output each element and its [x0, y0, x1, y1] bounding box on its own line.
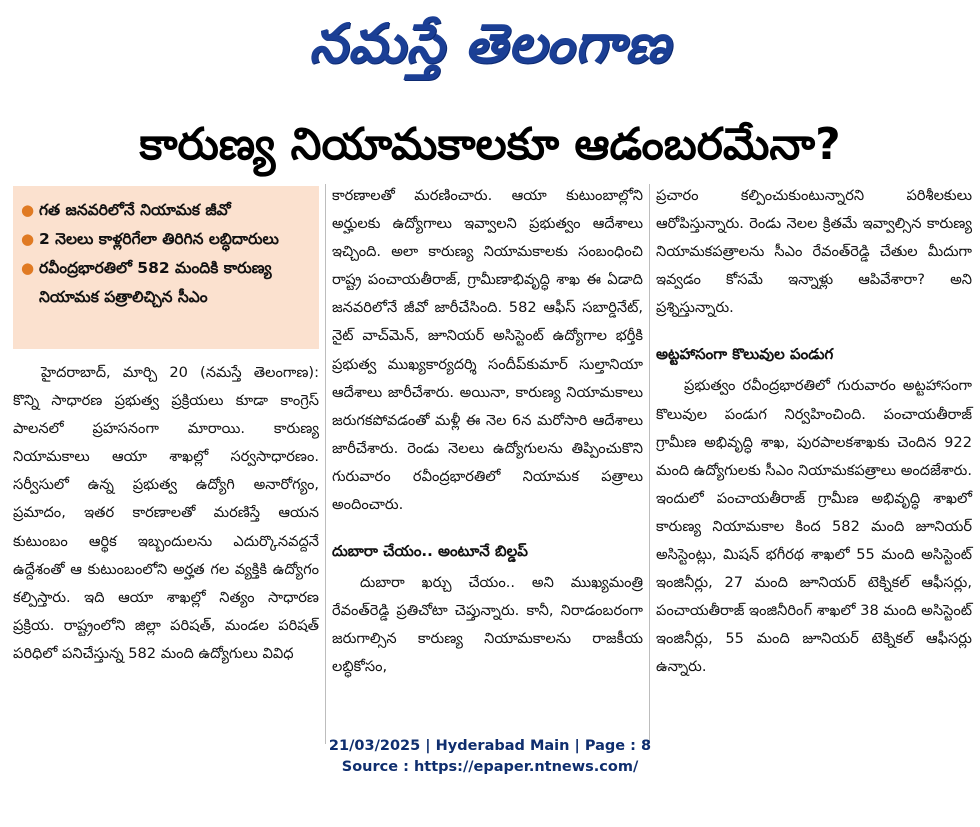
highlight-text: గత జనవరిలోనే నియామక జీవో: [39, 201, 231, 219]
section-subheading: అట్టహాసంగా కొలువుల పండుగ: [656, 345, 834, 364]
bullet-icon: ●: [21, 201, 35, 219]
page-footer: [0, 736, 980, 778]
article-paragraph: హైదరాబాద్, మార్చి 20 (నమస్తే తెలంగాణ): కొన్ని సాధారణ ప్రభుత్వ ప్రక్రియలు కూడా కాంగ్రెస్ పాలనలో ప్రహసనంగా మారాయి. కారుణ్య నియామకాలు ఆయా శాఖల్లో సర్వసాధారణం. సర్వీసులో ఉన్న ప్రభుత్వ ఉద్యోగి అనారోగ్యం, ప్రమాదం, ఇతర కారణాలతో మరణిస్తే ఆయన కుటుంబం ఆర్థిక ఇబ్బందులను ఎదుర్కొనవద్దనే ఉద్దేశంతో ఆ కుటుంబంలోని అర్హత గల వ్యక్తికి ఉద్యోగం కల్పిస్తారు. ఇది ఆయా శాఖల్లో నిత్యం సాధారణ ప్రక్రియ. రాష్ట్రంలోని జిల్లా పరిషత్, మండల పరిషత్ పరిధిలో పనిచేస్తున్న 582 మంది ఉద్యోగులు వివిధ: [13, 364, 319, 662]
highlights-box: [13, 186, 319, 349]
article-headline: కారుణ్య నియామకాలకూ ఆడంబరమేనా?: [139, 119, 841, 170]
source-link[interactable]: Source : https://epaper.ntnews.com/: [341, 759, 639, 775]
article-column-1: [13, 182, 319, 668]
edition-info: 21/03/2025 | Hyderabad Main | Page : 8: [328, 738, 652, 754]
column-divider: [649, 184, 650, 744]
bullet-icon: ●: [21, 259, 35, 277]
article-paragraph: కారణాలతో మరణించారు. ఆయా కుటుంబాల్లోని అర్హులకు ఉద్యోగాలు ఇవ్వాలని ప్రభుత్వం ఆదేశాలు ఇచ్చింది. అలా కారుణ్య నియామకాలకు సంబంధించి రాష్ట్ర పంచాయతీరాజ్, గ్రామీణాభివృద్ధి శాఖ ఈ ఏడాది జనవరిలోనే జీవో జారీచేసింది. 582 ఆఫీస్ సబార్డినేట్, నైట్ వాచ్‌మెన్, జూనియర్ అసిస్టెంట్ ఉద్యోగాల భర్తీకి ప్రభుత్వ ముఖ్యకార్యదర్శి సందీప్‌కుమార్ సుల్తానియా ఆదేశాలు జారీచేశారు. అయినా, కారుణ్య నియామకాలు జరుగకపోవడంతో మళ్లీ ఈ నెల 6న మరోసారి ఆదేశాలు జారీచేశారు. రెండు నెలలు ఉద్యోగులను తిప్పించుకొని గురువారం రవీంద్రభారతిలో నియామక పత్రాలు అందించారు.: [332, 187, 643, 514]
article-column-2: [332, 182, 643, 682]
column-divider: [325, 184, 326, 744]
article-paragraph: దుబారా ఖర్చు చేయం.. అని ముఖ్యమంత్రి రేవంత్‌రెడ్డి ప్రతిచోటా చెప్తున్నారు. కానీ, నిరాడంబరంగా జరుగాల్సిన కారుణ్య నియామకాలను రాజకీయ లబ్ధికోసం,: [332, 574, 643, 676]
newspaper-masthead: నమస్తే తెలంగాణ: [309, 12, 671, 75]
highlight-item: [21, 225, 309, 254]
highlight-text: 2 నెలలు కాళ్లరిగేలా తిరిగిన లబ్ధిదారులు: [39, 230, 279, 248]
highlight-text: రవీంద్రభారతిలో 582 మందికి కారుణ్య నియామక పత్రాలిచ్చిన సీఎం: [39, 259, 272, 306]
bullet-icon: ●: [21, 230, 35, 248]
section-subheading: దుబారా చేయం.. అంటూనే బిల్డప్: [332, 542, 528, 561]
article-paragraph: ప్రభుత్వం రవీంద్రభారతిలో గురువారం అట్టహాసంగా కొలువుల పండుగ నిర్వహించింది. పంచాయతీరాజ్ గ్రామీణ అభివృద్ధి శాఖ, పురపాలకశాఖకు చెందిన 922 మంది ఉద్యోగులకు సీఎం నియామకపత్రాలు అందజేశారు. ఇందులో పంచాయతీరాజ్ గ్రామీణ అభివృద్ధి శాఖలో కారుణ్య నియామకాల కింద 582 మంది జూనియర్ అసిస్టెంట్లు, మిషన్ భగీరథ శాఖలో 55 మంది అసిస్టెంట్ ఇంజినీర్లు, 27 మంది జూనియర్ టెక్నికల్ ఆఫీసర్లు, పంచాయతీరాజ్ ఇంజినీరింగ్ శాఖలో 38 మంది అసిస్టెంట్ ఇంజినీర్లు, 55 మంది జూనియర్ టెక్నికల్ ఆఫీసర్లు ఉన్నారు.: [656, 377, 972, 676]
highlight-item: [21, 196, 309, 225]
highlight-item: [21, 254, 309, 312]
article-paragraph: ప్రచారం కల్పించుకుంటున్నారని పరిశీలకులు ఆరోపిస్తున్నారు. రెండు నెలల క్రితమే ఇవ్వాల్సిన కారుణ్య నియామకపత్రాలను సీఎం రేవంత్‌రెడ్డి చేతుల మీదుగా ఇవ్వడం కోసమే ఇన్నాళ్లు ఆపివేశారా? అని ప్రశ్నిస్తున్నారు.: [656, 187, 972, 317]
article-column-3: [656, 182, 972, 682]
